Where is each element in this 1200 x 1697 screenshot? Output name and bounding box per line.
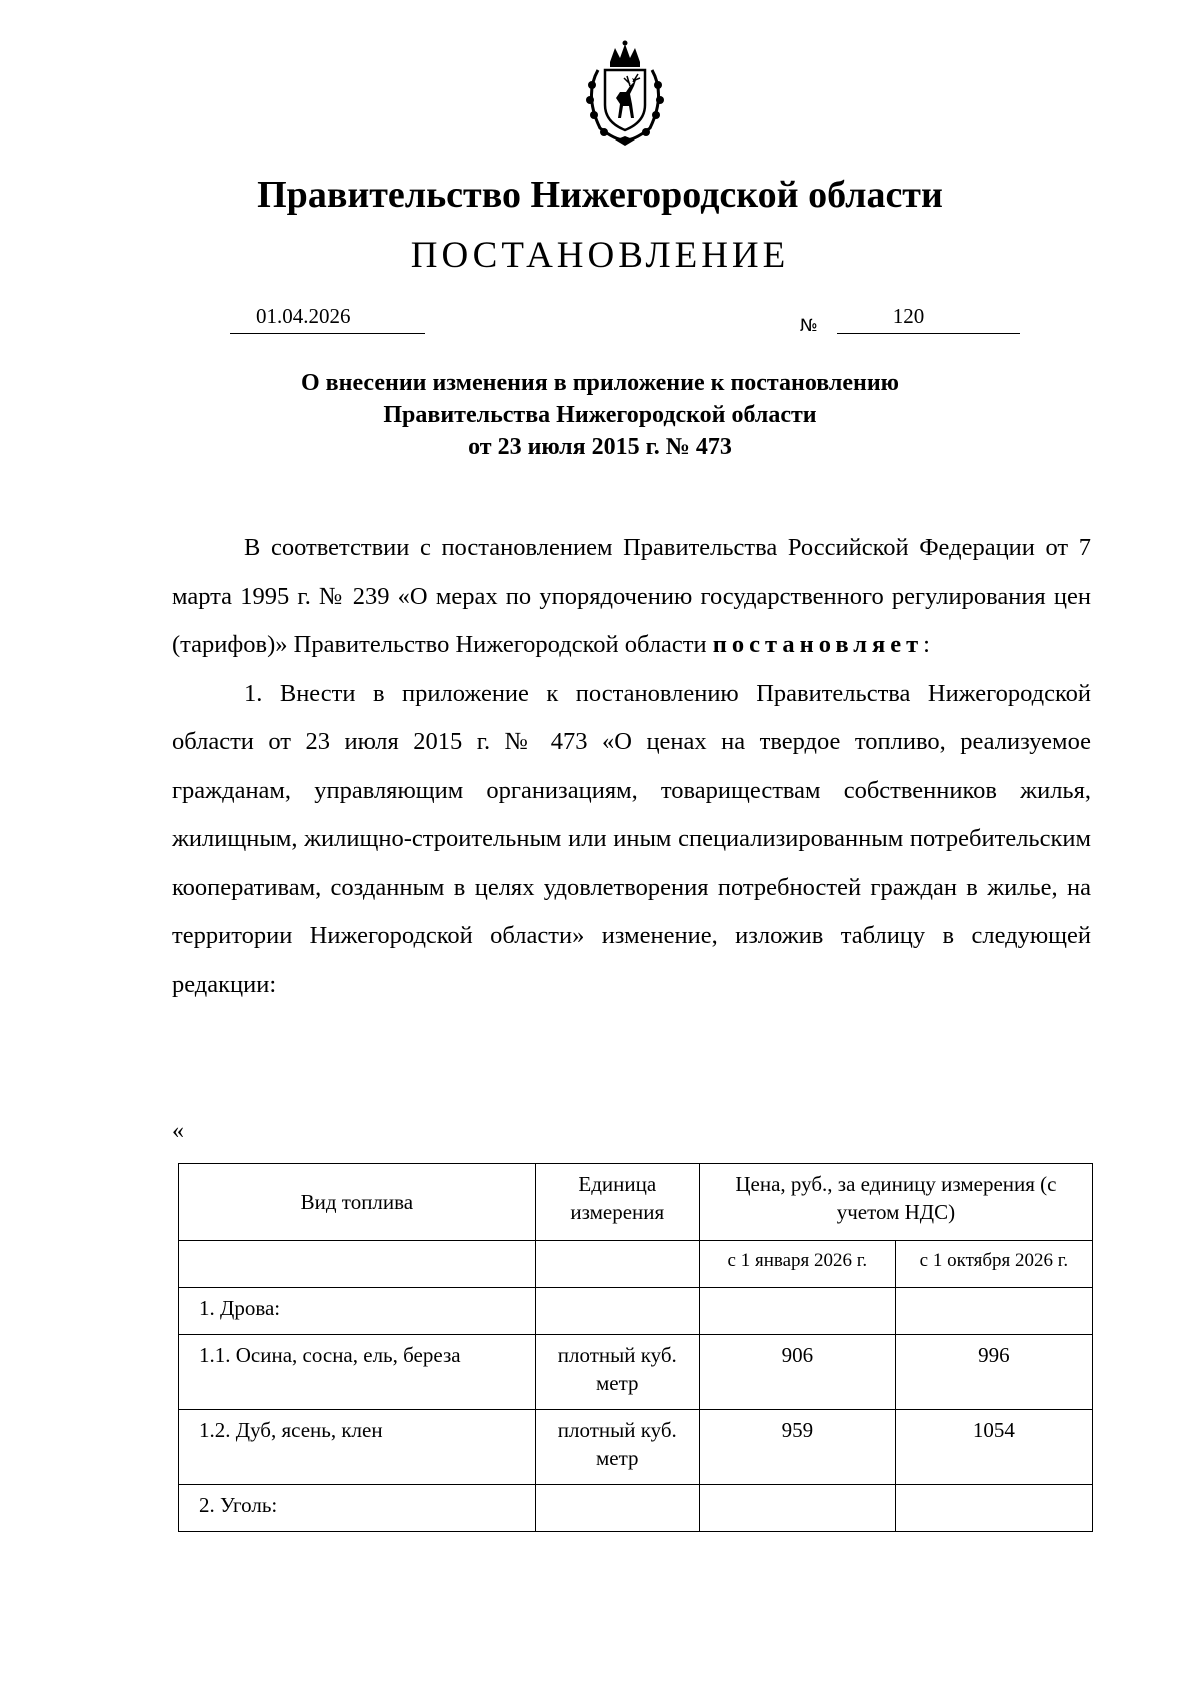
table-row (179, 1288, 1093, 1335)
table-row (179, 1335, 1093, 1410)
row-unit: плотный куб. метр (535, 1335, 699, 1410)
row-unit: плотный куб. метр (535, 1410, 699, 1485)
row-price-jan (699, 1485, 895, 1532)
paragraph-item-1: 1. Внести в приложение к постановлению Правительства Нижегородской области от 23 июля 2015 г. № 473 «О ценах на твердое топливо, реализуемое гражданам, управляющим организациям, товариществам собственников жилья, жилищным, жилищно-строительным или иным специализированным потребительским кооперативам, созданным в целях удовлетворения потребностей граждан в жилье, на территории Нижегородской области» изменение, изложив таблицу в следующей редакции: (172, 679, 1091, 998)
opening-quote: « (172, 1118, 184, 1144)
header-unit: Единица измерения (535, 1164, 699, 1241)
table-header-row (179, 1164, 1093, 1241)
fuel-price-table (178, 1163, 1093, 1532)
subheader-empty-2 (535, 1241, 699, 1288)
header-from-jan: с 1 января 2026 г. (699, 1241, 895, 1288)
coat-of-arms-icon (570, 40, 680, 150)
table-row (179, 1485, 1093, 1532)
subheader-empty-1 (179, 1241, 536, 1288)
row-name: 1.2. Дуб, ясень, клен (179, 1410, 536, 1485)
row-price-jan: 959 (699, 1410, 895, 1485)
organization-title: Правительство Нижегородской области (257, 174, 943, 216)
header-price: Цена, руб., за единицу измерения (с учетом НДС) (699, 1164, 1092, 1241)
row-price-oct (895, 1288, 1092, 1335)
row-price-jan: 906 (699, 1335, 895, 1410)
document-number: 120 (837, 304, 1020, 334)
row-name: 2. Уголь: (179, 1485, 536, 1532)
row-price-jan (699, 1288, 895, 1335)
table-subheader-row (179, 1241, 1093, 1288)
subject-line-1: О внесении изменения в приложение к постановлению (301, 370, 899, 396)
resolves-word: постановляет (712, 631, 924, 658)
document-date: 01.04.2026 (230, 304, 425, 334)
preamble-colon: : (923, 631, 930, 658)
subject-line-2: Правительства Нижегородской области (383, 402, 817, 428)
paragraph-preamble (172, 524, 1091, 670)
row-price-oct: 996 (895, 1335, 1092, 1410)
row-unit (535, 1485, 699, 1532)
document-body (172, 524, 1091, 1009)
subject-line-3: от 23 июля 2015 г. № 473 (468, 434, 732, 460)
row-price-oct: 1054 (895, 1410, 1092, 1485)
row-name: 1. Дрова: (179, 1288, 536, 1335)
row-name: 1.1. Осина, сосна, ель, береза (179, 1335, 536, 1410)
header-fuel-type: Вид топлива (179, 1164, 536, 1241)
row-unit (535, 1288, 699, 1335)
document-type: ПОСТАНОВЛЕНИЕ (410, 235, 790, 276)
number-label: № (800, 316, 818, 336)
preamble-text: В соответствии с постановлением Правительства Российской Федерации от 7 марта 1995 г. № 239 «О мерах по упорядочению государственного регулирования цен (тарифов)» Правительство Нижегородской области (172, 534, 1091, 658)
header-from-oct: с 1 октября 2026 г. (895, 1241, 1092, 1288)
table-row (179, 1410, 1093, 1485)
document-subject (0, 367, 1200, 463)
row-price-oct (895, 1485, 1092, 1532)
